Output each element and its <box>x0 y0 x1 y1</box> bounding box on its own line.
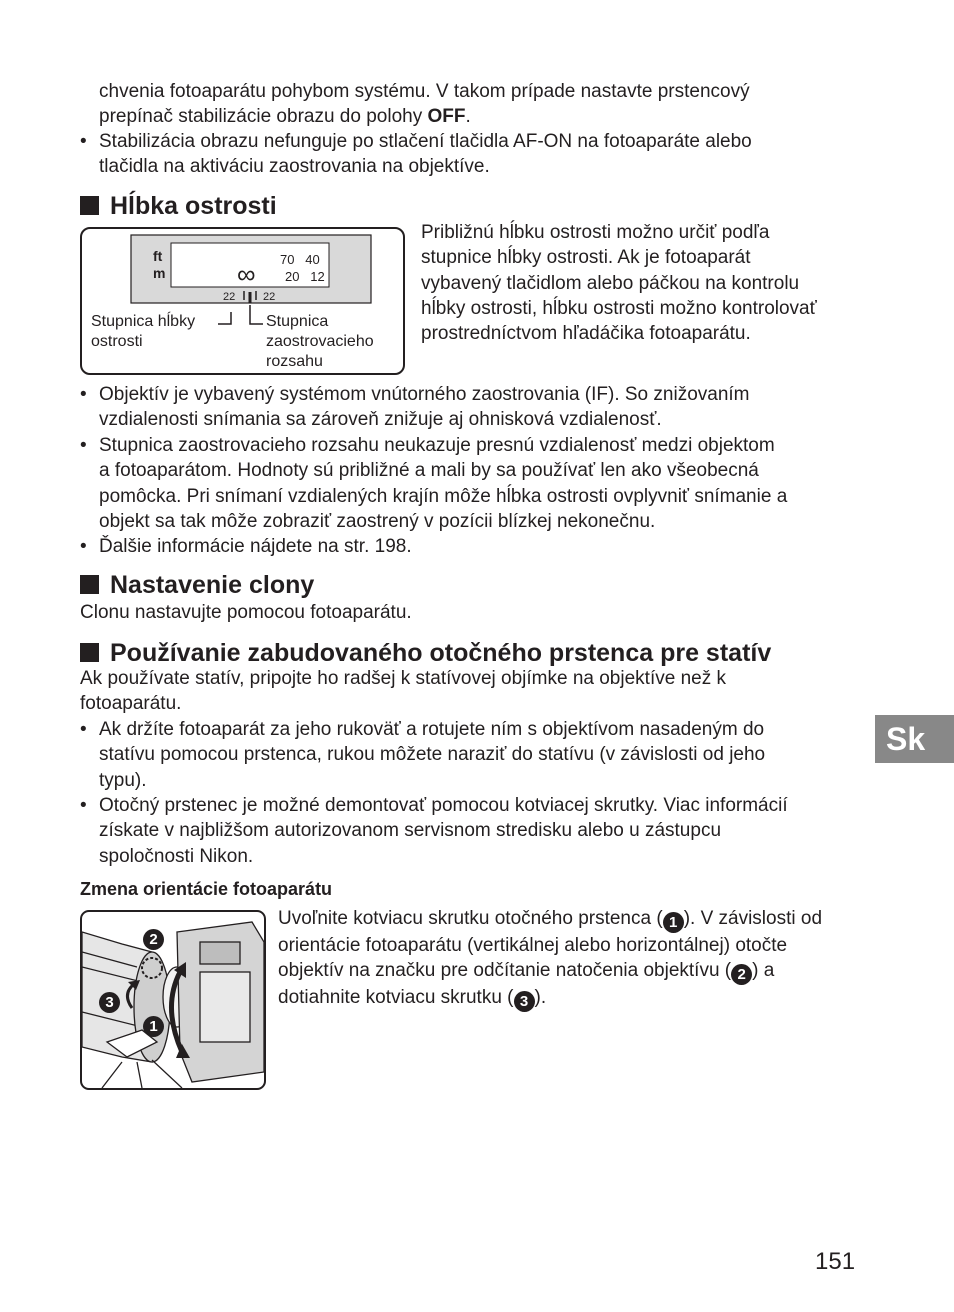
intro-line-1: chvenia fotoaparátu pohybom systému. V takom prípade nastavte prstencový <box>99 81 750 102</box>
unit-ft: ft <box>153 248 163 264</box>
depth-description: Približnú hĺbku ostrosti možno určiť podľa stupnice hĺbky ostrosti. Ak je fotoaparát vybavený tlačidlom alebo páčkou na kontrolu hĺbky ostrosti, hĺbku ostrosti možno kontrolovať prostredníctvom hľadáčika fotoaparátu. <box>421 222 817 345</box>
step-2-inline-icon: 2 <box>731 964 752 985</box>
tripod-heading: Používanie zabudovaného otočného prstenca pre statív <box>80 638 771 668</box>
off-label: OFF <box>427 106 466 127</box>
camera-rotation-illustration <box>80 910 266 1090</box>
unit-m: m <box>153 265 166 281</box>
aperture-text: Clonu nastavujte pomocou fotoaparátu. <box>80 602 412 623</box>
step-3-marker: 3 <box>99 992 120 1013</box>
heading-square-icon <box>80 196 99 215</box>
tripod-intro-1: Ak používate statív, pripojte ho radšej k statívovej objímke na objektíve než k <box>80 668 726 689</box>
heading-square-icon <box>80 575 99 594</box>
infinity-mark: ∞ <box>237 259 256 289</box>
step-2-marker: 2 <box>143 929 164 950</box>
scale-right-value: 22 <box>263 291 276 303</box>
page-number: 151 <box>815 1248 856 1275</box>
orientation-steps: Uvoľnite kotviacu skrutku otočného prstenca ( 1 ). V závislosti od orientácie fotoaparátu (vertikálnej alebo horizontálnej) otočte objektív na značku pre odčítanie natočenia objektívu ( 2 ) a dotiahnite kotviacu skrutku ( 3 ). <box>278 908 823 1011</box>
step-1-marker: 1 <box>143 1016 164 1037</box>
m-values: 20 12 <box>285 269 325 284</box>
tripod-intro-2: fotoaparátu. <box>80 693 182 714</box>
orientation-subheading: Zmena orientácie fotoaparátu <box>80 879 333 899</box>
language-tab: Sk <box>875 715 954 763</box>
aperture-heading: Nastavenie clony <box>80 570 314 600</box>
heading-square-icon <box>80 643 99 662</box>
label-focus-range-scale: Stupnica zaostrovacieho rozsahu <box>266 313 374 370</box>
step-3-inline-icon: 3 <box>514 991 535 1012</box>
scale-left-value: 22 <box>223 291 236 303</box>
label-depth-scale: Stupnica hĺbky ostrosti <box>91 313 196 350</box>
intro-line-2: prepínač stabilizácie obrazu do polohy OFF. <box>99 106 471 127</box>
depth-heading: Hĺbka ostrosti <box>80 191 277 221</box>
depth-scale-diagram <box>80 227 405 375</box>
ft-values: 70 40 <box>280 252 320 267</box>
step-1-inline-icon: 1 <box>663 912 684 933</box>
